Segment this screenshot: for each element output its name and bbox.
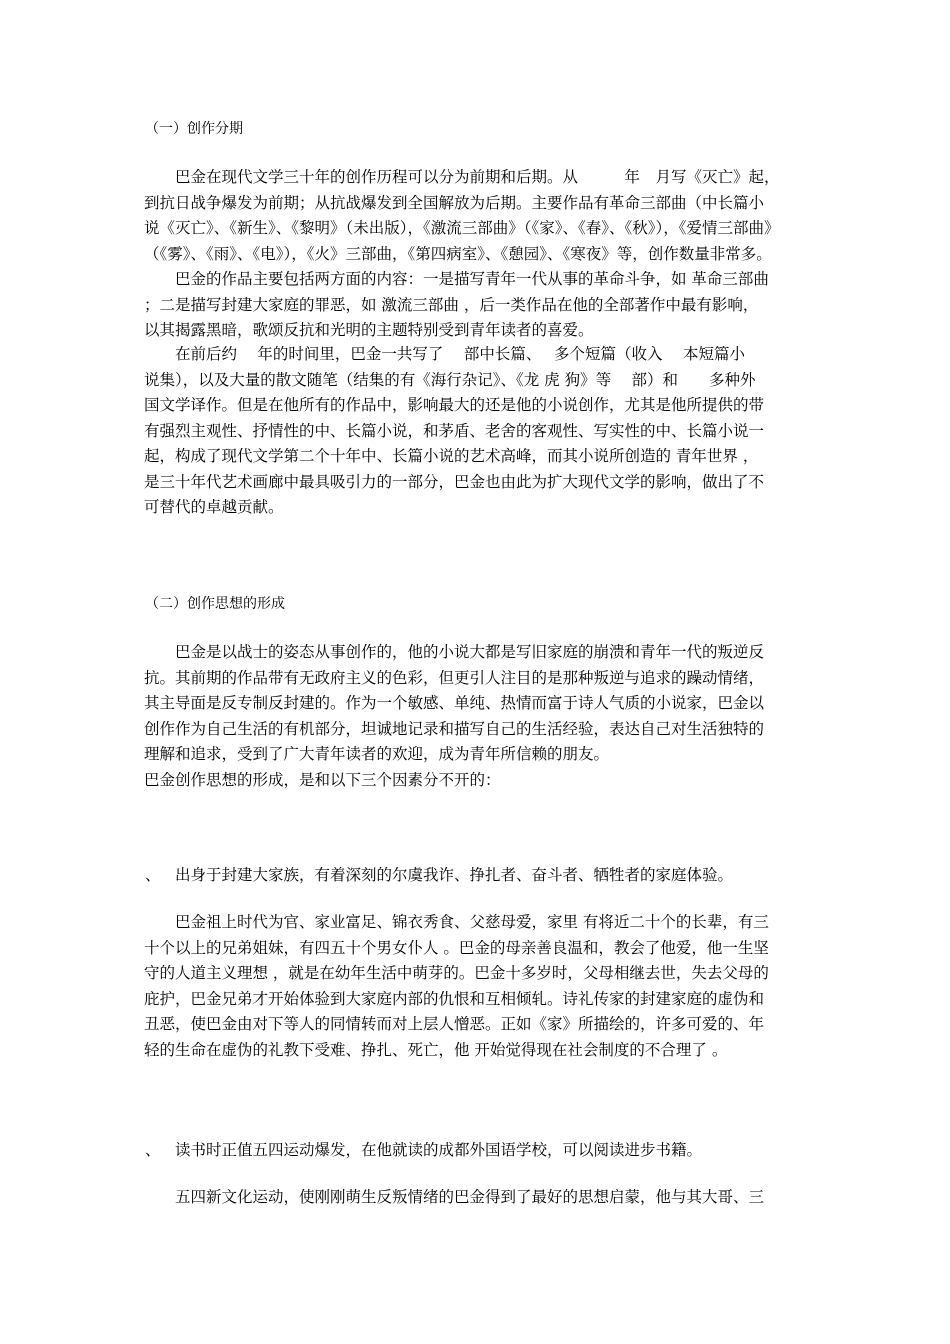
list-item-1 xyxy=(145,864,733,886)
paragraph-works xyxy=(144,342,812,521)
text-line: 巴金创作思想的形成，是和以下三个因素分不开的： xyxy=(144,770,501,789)
section-heading-2: （二）创作思想的形成 xyxy=(145,596,285,612)
section-heading-1: （一）创作分期 xyxy=(145,121,243,137)
text-line: 丑恶，使巴金由对下等人的同情转而对上层人憎恶。正如《家》所描绘的，许多可爱的、年 xyxy=(144,1015,765,1033)
list-bullet: 、 xyxy=(145,866,161,884)
text-line: （《雾》、《雨》、《电》），《火》三部曲，《第四病室》、《憩园》、《寒夜》等，创作数量非常多。 xyxy=(144,244,772,263)
text-line: 巴金是以战士的姿态从事创作的，他的小说大都是写旧家庭的崩溃和青年一代的叛逆反 xyxy=(175,643,765,661)
paragraph-periods xyxy=(144,165,812,267)
text-line: 庇护，巴金兄弟才开始体验到大家庭内部的仇恨和互相倾轧。诗礼传家的封建家庭的虚伪和 xyxy=(144,989,765,1008)
text-line: ；二是描写封建大家庭的罪恶，如 激流三部曲 ，后一类作品在他的全部著作中最有影响， xyxy=(144,295,759,314)
text-line: 轻的生命在虚伪的礼教下受难、挣扎、死亡，他 开始觉得现在社会制度的不合理了 。 xyxy=(144,1040,728,1059)
text-line: 是三十年代艺术画廊中最具吸引力的一部分，巴金也由此为扩大现代文学的影响，做出了不 xyxy=(144,472,765,491)
text-line: 以其揭露黑暗，歌颂反抗和光明的主题特别受到青年读者的喜爱。 xyxy=(144,321,594,339)
text-line: 起，构成了现代文学第二个十年中、长篇小说的艺术高峰，而其小说所创造的 青年世界 ， xyxy=(144,447,759,465)
text-line: 十个以上的兄弟姐妹，有四五十个男女仆人 。巴金的母亲善良温和，教会了他爱，他一生坚 xyxy=(144,938,769,957)
text-line: 理解和追求，受到了广大青年读者的欢迎，成为青年所信赖的朋友。 xyxy=(144,745,610,763)
list-bullet: 、 xyxy=(145,1141,161,1159)
text-line: 说《灭亡》、《新生》、《黎明》（未出版），《激流三部曲》（《家》、《春》、《秋》），《爱情三部曲》 xyxy=(144,219,780,237)
text-line: 说集），以及大量的散文随笔（结集的有《海行杂记》、《龙 虎 狗》等 部）和 多种外 xyxy=(144,370,756,389)
text-line: 巴金的作品主要包括两方面的内容：一是描写青年一代从事的革命斗争，如 革命三部曲 xyxy=(175,270,769,288)
text-line: 巴金祖上时代为官、家业富足、锦衣秀食、父慈母爱，家里 有将近二十个的长辈，有三 xyxy=(175,913,769,931)
paragraph-thought xyxy=(144,640,812,793)
list-item-2 xyxy=(145,1139,702,1161)
text-line: 抗。其前期的作品带有无政府主义的色彩，但更引人注目的是那种叛逆与追求的躁动情绪， xyxy=(144,668,765,687)
text-line: 在前后约 年的时间里，巴金一共写了 部中长篇、 多个短篇（收入 本短篇小 xyxy=(175,345,745,363)
text-line: 巴金在现代文学三十年的创作历程可以分为前期和后期。从 年 月写《灭亡》起， xyxy=(175,168,780,186)
paragraph-content xyxy=(144,267,812,344)
text-line: 其主导面是反专制反封建的。作为一个敏感、单纯、热情而富于诗人气质的小说家，巴金以 xyxy=(144,694,765,712)
text-line: 五四新文化运动，使刚刚萌生反叛情绪的巴金得到了最好的思想启蒙，他与其大哥、三 xyxy=(175,1188,765,1206)
text-line: 有强烈主观性、抒情性的中、长篇小说，和茅盾、老舍的客观性、写实性的中、长篇小说一 xyxy=(144,421,765,440)
text-line: 国文学译作。但是在他所有的作品中，影响最大的还是他的小说创作，尤其是他所提供的带 xyxy=(144,396,765,414)
paragraph-family xyxy=(144,910,812,1063)
text-line: 可替代的卓越贡献。 xyxy=(144,498,284,516)
list-item-text: 出身于封建大家族，有着深刻的尔虞我诈、挣扎者、奋斗者、牺牲者的家庭体验。 xyxy=(175,866,734,884)
list-item-text: 读书时正值五四运动爆发，在他就读的成都外国语学校，可以阅读进步书籍。 xyxy=(175,1141,703,1159)
text-line: 到抗日战争爆发为前期；从抗战爆发到全国解放为后期。主要作品有革命三部曲（中长篇小 xyxy=(144,193,765,212)
text-line: 守的人道主义理想 ，就是在幼年生活中萌芽的。巴金十多岁时，父母相继去世，失去父母的 xyxy=(144,964,769,982)
paragraph-may-fourth xyxy=(144,1185,812,1211)
text-line: 创作作为自己生活的有机部分，坦诚地记录和描写自己的生活经验，表达自己对生活独特的 xyxy=(144,719,765,738)
